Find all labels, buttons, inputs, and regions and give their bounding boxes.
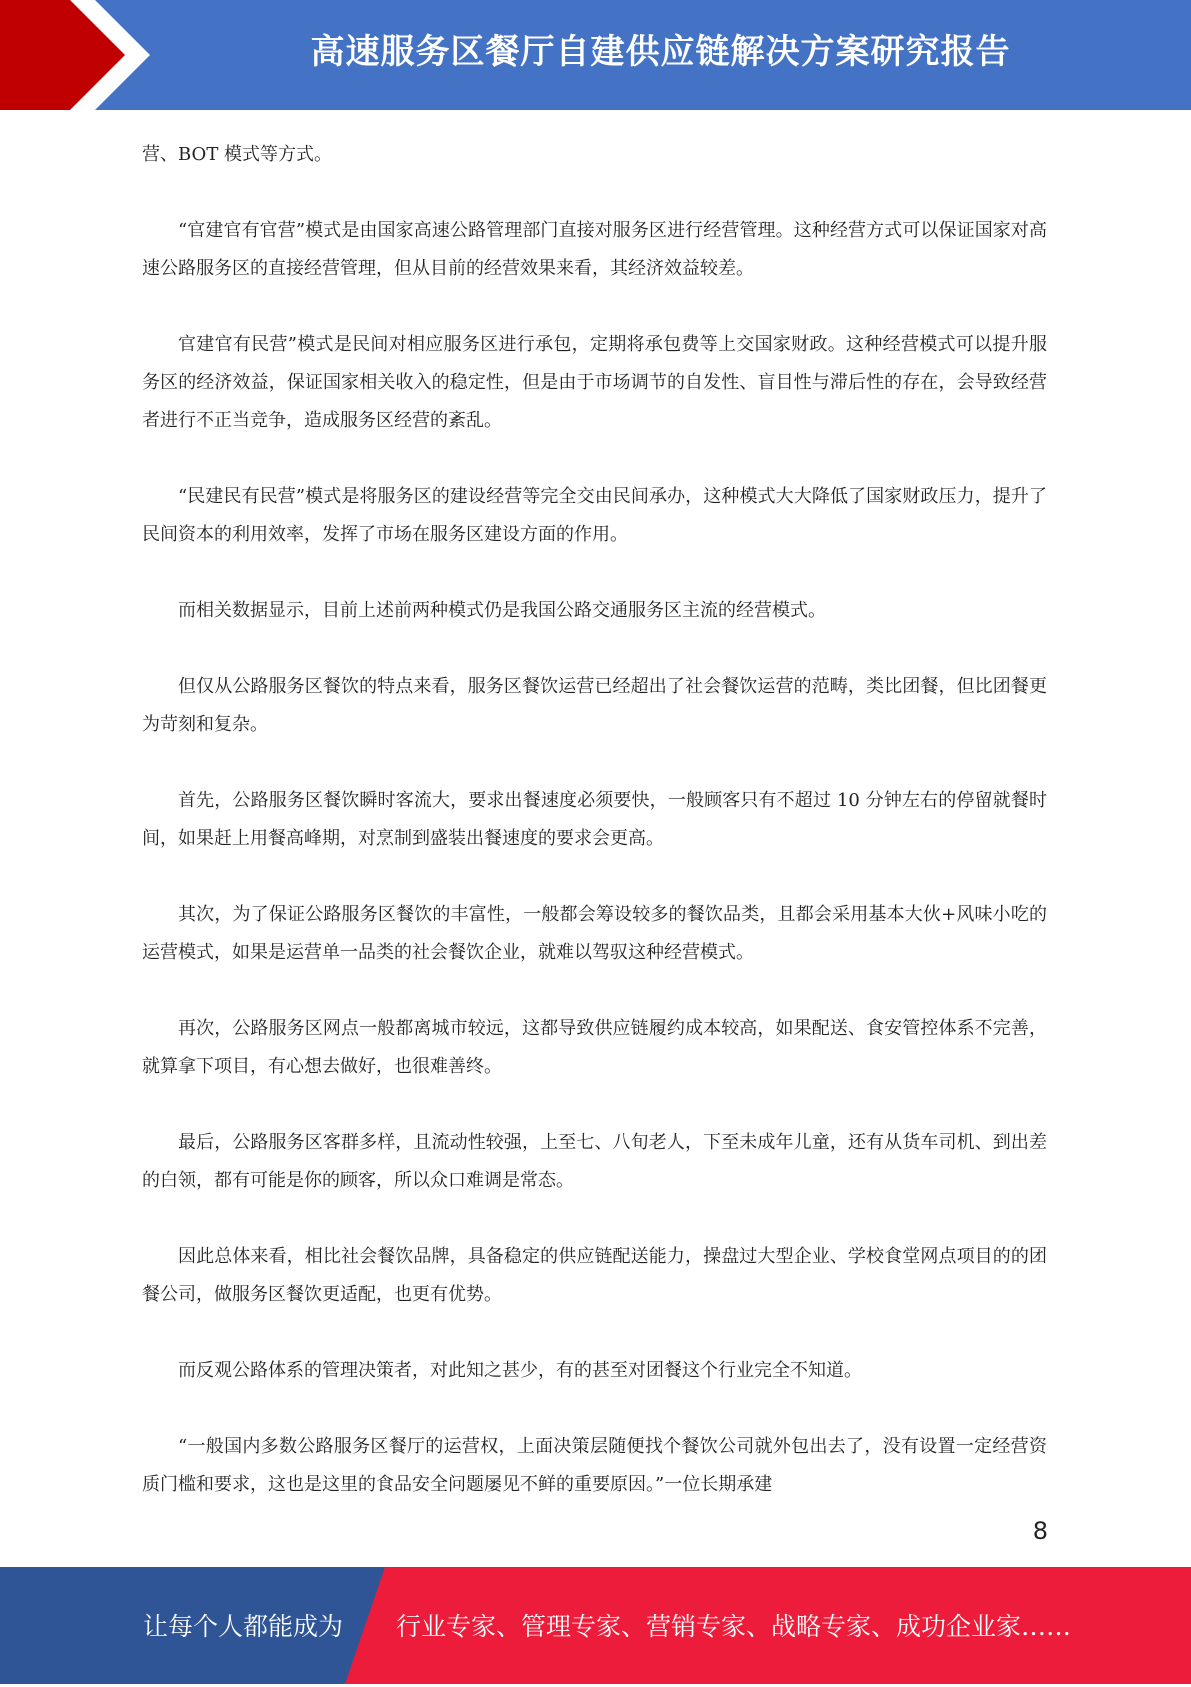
body-text (142, 136, 1047, 1542)
paragraph: “一般国内多数公路服务区餐厅的运营权，上面决策层随便找个餐饮公司就外包出去了，没有设置一定经营资质门槛和要求，这也是这里的食品安全问题屡见不鲜的重要原因。”一位长期承建 (142, 1436, 1047, 1495)
paragraph: 而相关数据显示，目前上述前两种模式仍是我国公路交通服务区主流的经营模式。 (178, 600, 826, 621)
page-header (0, 0, 1191, 110)
paragraph: 最后，公路服务区客群多样，且流动性较强，上至七、八旬老人，下至未成年儿童，还有从货车司机、到出差的白领，都有可能是你的顾客，所以众口难调是常态。 (142, 1132, 1047, 1191)
footer-slogan-right: 行业专家、管理专家、营销专家、战略专家、成功企业家…… (396, 1612, 1072, 1641)
paragraph: 因此总体来看，相比社会餐饮品牌，具备稳定的供应链配送能力，操盘过大型企业、学校食堂网点项目的的团餐公司，做服务区餐饮更适配，也更有优势。 (142, 1246, 1047, 1305)
page-number: 8 (1032, 1517, 1048, 1545)
report-title: 高速服务区餐厅自建供应链解决方案研究报告 (310, 32, 1011, 72)
paragraph: 官建官有民营”模式是民间对相应服务区进行承包，定期将承包费等上交国家财政。这种经营模式可以提升服务区的经济效益，保证国家相关收入的稳定性，但是由于市场调节的自发性、盲目性与滞后性的存在，会导致经营者进行不正当竞争，造成服务区经营的紊乱。 (142, 334, 1047, 431)
paragraph: 而反观公路体系的管理决策者，对此知之甚少，有的甚至对团餐这个行业完全不知道。 (178, 1360, 862, 1381)
paragraph: 再次，公路服务区网点一般都离城市较远，这都导致供应链履约成本较高，如果配送、食安管控体系不完善，就算拿下项目，有心想去做好，也很难善终。 (142, 1018, 1047, 1077)
paragraph: “官建官有官营”模式是由国家高速公路管理部门直接对服务区进行经营管理。这种经营方式可以保证国家对高速公路服务区的直接经营管理，但从目前的经营效果来看，其经济效益较差。 (142, 220, 1047, 279)
paragraph: 首先，公路服务区餐饮瞬时客流大，要求出餐速度必须要快，一般顾客只有不超过 10 分钟左右的停留就餐时间，如果赶上用餐高峰期，对烹制到盛装出餐速度的要求会更高。 (142, 790, 1047, 849)
footer-slogan-left: 让每个人都能成为 (143, 1612, 344, 1641)
page-footer (0, 1567, 1191, 1684)
paragraph: 营、BOT 模式等方式。 (142, 144, 333, 165)
paragraph: 其次，为了保证公路服务区餐饮的丰富性，一般都会筹设较多的餐饮品类，且都会采用基本大伙+风味小吃的运营模式，如果是运营单一品类的社会餐饮企业，就难以驾驭这种经营模式。 (142, 904, 1047, 963)
paragraph: 但仅从公路服务区餐饮的特点来看，服务区餐饮运营已经超出了社会餐饮运营的范畴，类比团餐，但比团餐更为苛刻和复杂。 (142, 676, 1047, 735)
paragraph: “民建民有民营”模式是将服务区的建设经营等完全交由民间承办，这种模式大大降低了国家财政压力，提升了民间资本的利用效率，发挥了市场在服务区建设方面的作用。 (142, 486, 1047, 545)
